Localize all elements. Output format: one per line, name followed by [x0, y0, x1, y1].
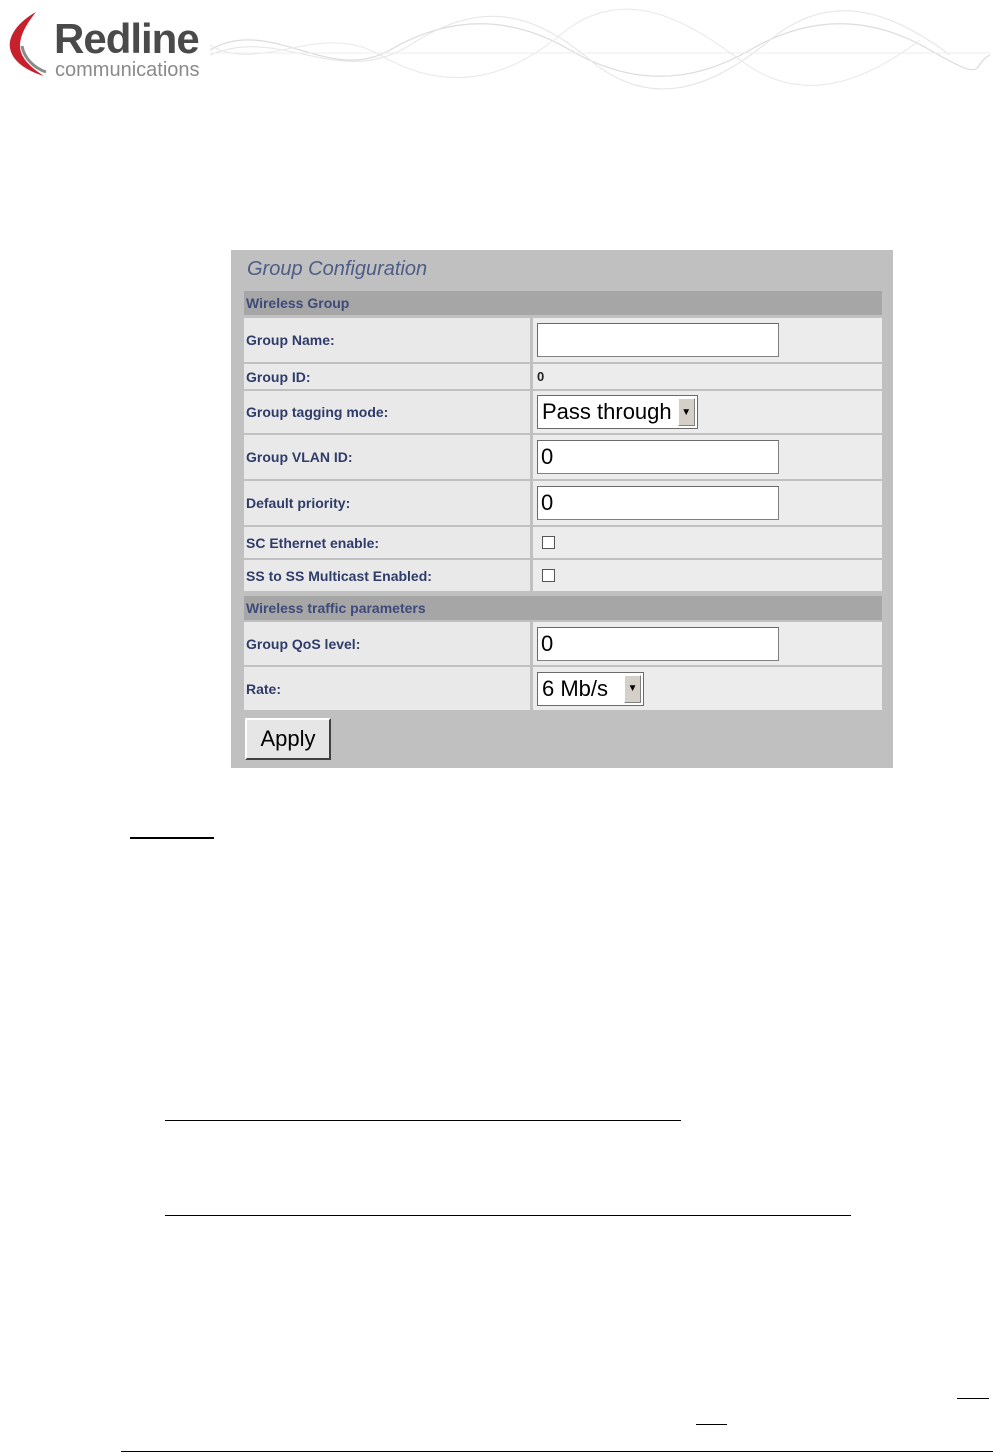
row-tagging-mode: [244, 391, 882, 433]
group-name-cell: [533, 318, 882, 362]
sc-ethernet-checkbox[interactable]: [542, 536, 555, 549]
sc-ethernet-label: SC Ethernet enable:: [244, 527, 530, 558]
row-qos-level: [244, 622, 882, 665]
row-sc-ethernet: [244, 527, 882, 558]
qos-level-cell: [533, 622, 882, 665]
qos-level-label: Group QoS level:: [244, 622, 530, 665]
panel-title: Group Configuration: [247, 258, 428, 280]
default-priority-cell: [533, 481, 882, 525]
short-divider: [130, 837, 214, 839]
tagging-mode-select[interactable]: [537, 395, 698, 429]
rate-cell: [533, 667, 882, 710]
default-priority-label: Default priority:: [244, 481, 530, 525]
vlan-id-cell: [533, 435, 882, 479]
divider-line: [165, 1215, 851, 1216]
footer-rule: [121, 1451, 993, 1452]
row-group-name: [244, 318, 882, 362]
divider-line: [957, 1398, 989, 1399]
group-id-value: 0: [537, 369, 545, 384]
ss-multicast-cell: [533, 560, 882, 591]
row-ss-multicast: [244, 560, 882, 591]
row-group-id: [244, 364, 882, 389]
chevron-down-icon[interactable]: ▼: [678, 398, 695, 426]
tagging-mode-value: Pass through: [542, 399, 672, 424]
section-wireless-group: Wireless Group: [244, 291, 882, 315]
vlan-id-label: Group VLAN ID:: [244, 435, 530, 479]
header-wave-decoration: [210, 5, 990, 95]
tagging-mode-label: Group tagging mode:: [244, 391, 530, 433]
row-rate: [244, 667, 882, 710]
section-wireless-traffic: Wireless traffic parameters: [244, 596, 882, 620]
row-default-priority: [244, 481, 882, 525]
apply-button[interactable]: Apply: [245, 718, 331, 760]
divider-line: [165, 1120, 681, 1121]
redline-logo-icon: [6, 8, 54, 82]
default-priority-input[interactable]: [537, 486, 779, 520]
ss-multicast-label: SS to SS Multicast Enabled:: [244, 560, 530, 591]
rate-label: Rate:: [244, 667, 530, 710]
brand-name: Redline: [54, 15, 199, 62]
row-vlan-id: [244, 435, 882, 479]
ss-multicast-checkbox[interactable]: [542, 569, 555, 582]
qos-level-input[interactable]: [537, 627, 779, 661]
brand-subtitle: communications: [55, 59, 200, 81]
chevron-down-icon[interactable]: ▼: [624, 675, 641, 703]
vlan-id-input[interactable]: [537, 440, 779, 474]
tagging-mode-cell: [533, 391, 882, 433]
group-name-label: Group Name:: [244, 318, 530, 362]
group-id-label: Group ID:: [244, 364, 530, 389]
rate-select[interactable]: [537, 672, 644, 706]
group-configuration-panel: [231, 250, 893, 768]
rate-value: 6 Mb/s: [542, 675, 609, 701]
group-id-cell: [533, 364, 882, 389]
divider-line: [696, 1424, 727, 1425]
brand-logo: [6, 8, 216, 82]
group-name-input[interactable]: [537, 323, 779, 357]
sc-ethernet-cell: [533, 527, 882, 558]
